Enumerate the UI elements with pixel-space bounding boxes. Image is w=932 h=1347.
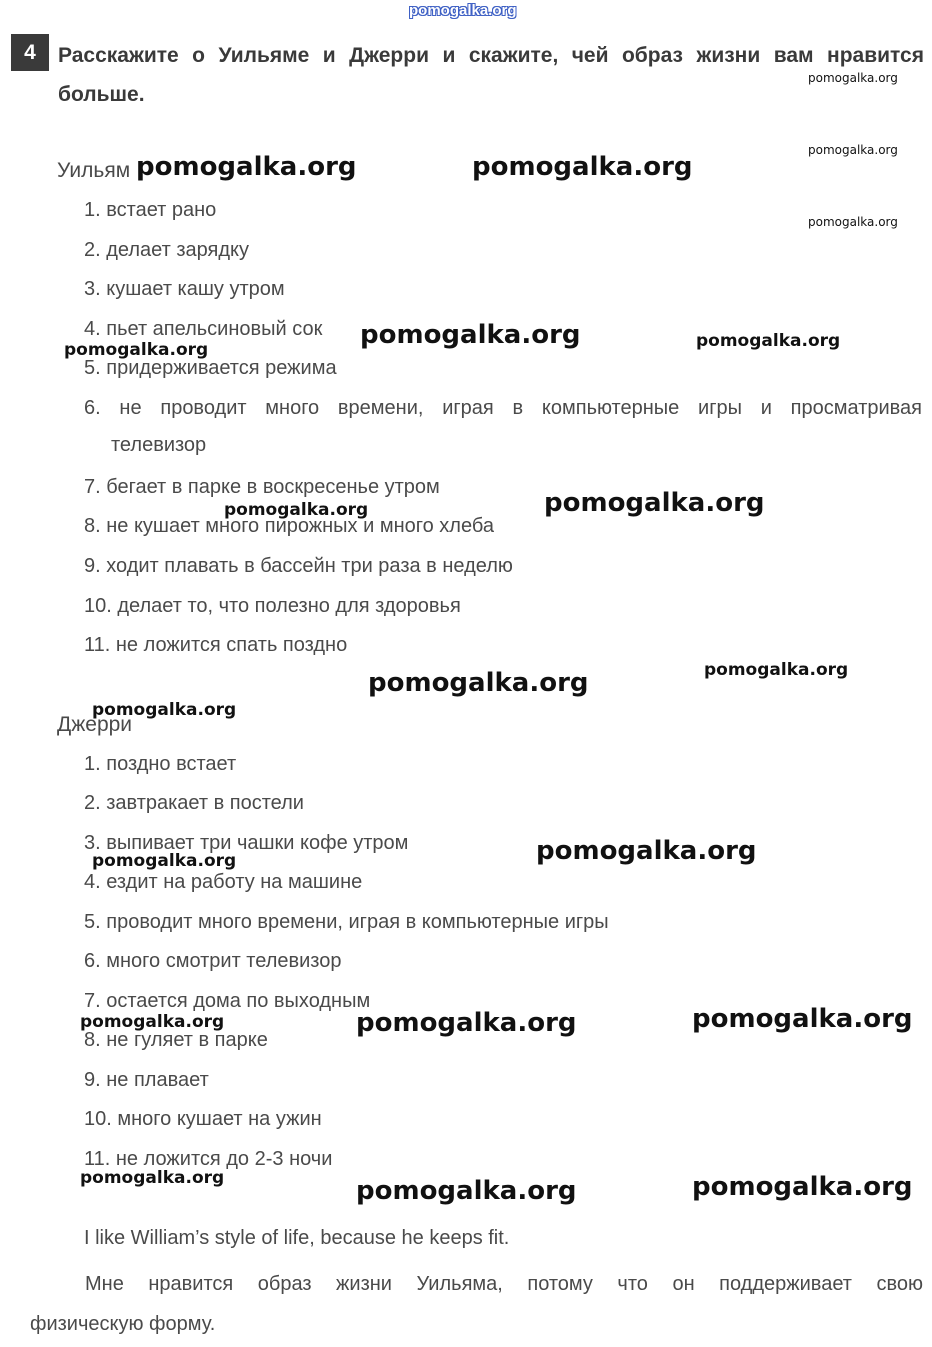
william-item: 2. делает зарядку bbox=[84, 239, 249, 261]
jerry-item: 10. много кушает на ужин bbox=[84, 1108, 322, 1130]
watermark: pomogalka.org bbox=[136, 152, 357, 182]
william-item: 10. делает то, что полезно для здоровья bbox=[84, 595, 461, 617]
william-item-wrapped bbox=[84, 397, 922, 457]
watermark: pomogalka.org bbox=[92, 700, 237, 720]
watermark: pomogalka.org bbox=[704, 660, 849, 680]
william-item: 7. бегает в парке в воскресенье утром bbox=[84, 476, 440, 498]
jerry-item: 8. не гуляет в парке bbox=[84, 1029, 268, 1051]
william-item: 1. встает рано bbox=[84, 199, 217, 221]
jerry-item: 1. поздно встает bbox=[84, 753, 237, 775]
watermark: pomogalka.org bbox=[80, 1168, 225, 1188]
watermark: pomogalka.org bbox=[536, 836, 757, 866]
william-item: 4. пьет апельсиновый сок bbox=[84, 318, 323, 340]
william-item: 3. кушает кашу утром bbox=[84, 278, 285, 300]
watermark: pomogalka.org bbox=[360, 320, 581, 350]
watermark: pomogalka.org bbox=[92, 851, 237, 871]
watermark: pomogalka.org bbox=[356, 1008, 577, 1038]
watermark: pomogalka.org bbox=[544, 488, 765, 518]
watermark: pomogalka.org bbox=[80, 1012, 225, 1032]
watermark: pomogalka.org bbox=[472, 152, 693, 182]
watermark: pomogalka.org bbox=[808, 215, 898, 229]
watermark: pomogalka.org bbox=[356, 1176, 577, 1206]
watermark: pomogalka.org bbox=[808, 143, 898, 157]
watermark: pomogalka.org bbox=[64, 340, 209, 360]
watermark: pomogalka.org bbox=[808, 71, 898, 85]
watermark: pomogalka.org bbox=[692, 1004, 913, 1034]
jerry-item: 3. выпивает три чашки кофе утром bbox=[84, 832, 409, 854]
watermark: pomogalka.org bbox=[696, 331, 841, 351]
william-item-line-1: 6. не проводит много времени, играя в компьютерные игры и просматривая bbox=[84, 397, 922, 419]
task-title-line-1: Расскажите о Уильяме и Джерри и скажите, чей образ жизни вам нравится bbox=[58, 44, 924, 67]
task-title bbox=[58, 36, 924, 114]
william-item: 5. придерживается режима bbox=[84, 357, 337, 379]
william-item: 11. не ложится спать поздно bbox=[84, 634, 348, 656]
jerry-heading: Джерри bbox=[57, 713, 133, 736]
jerry-item: 2. завтракает в постели bbox=[84, 792, 304, 814]
header-watermark: pomogalka.org bbox=[409, 2, 517, 19]
jerry-item: 6. много смотрит телевизор bbox=[84, 950, 342, 972]
answer-russian bbox=[30, 1264, 923, 1344]
watermark: pomogalka.org bbox=[368, 668, 589, 698]
watermark: pomogalka.org bbox=[692, 1172, 913, 1202]
answer-russian-line-1: Мне нравится образ жизни Уильяма, потому что он поддерживает свою bbox=[85, 1273, 923, 1295]
william-item: 8. не кушает много пирожных и много хлеба bbox=[84, 515, 494, 537]
william-item: 9. ходит плавать в бассейн три раза в неделю bbox=[84, 555, 513, 577]
task-number-badge: 4 bbox=[11, 34, 49, 71]
watermark: pomogalka.org bbox=[224, 500, 369, 520]
task-title-line-2: больше. bbox=[58, 83, 145, 106]
answer-english: I like William’s style of life, because he keeps fit. bbox=[84, 1227, 510, 1249]
jerry-item: 4. ездит на работу на машине bbox=[84, 871, 363, 893]
william-item-line-2: телевизор bbox=[111, 434, 207, 456]
answer-russian-line-2: физическую форму. bbox=[30, 1313, 216, 1335]
william-heading: Уильям bbox=[57, 159, 131, 182]
jerry-item: 9. не плавает bbox=[84, 1069, 209, 1091]
jerry-item: 11. не ложится до 2-3 ночи bbox=[84, 1148, 333, 1170]
jerry-item: 7. остается дома по выходным bbox=[84, 990, 371, 1012]
jerry-item: 5. проводит много времени, играя в компьютерные игры bbox=[84, 911, 609, 933]
